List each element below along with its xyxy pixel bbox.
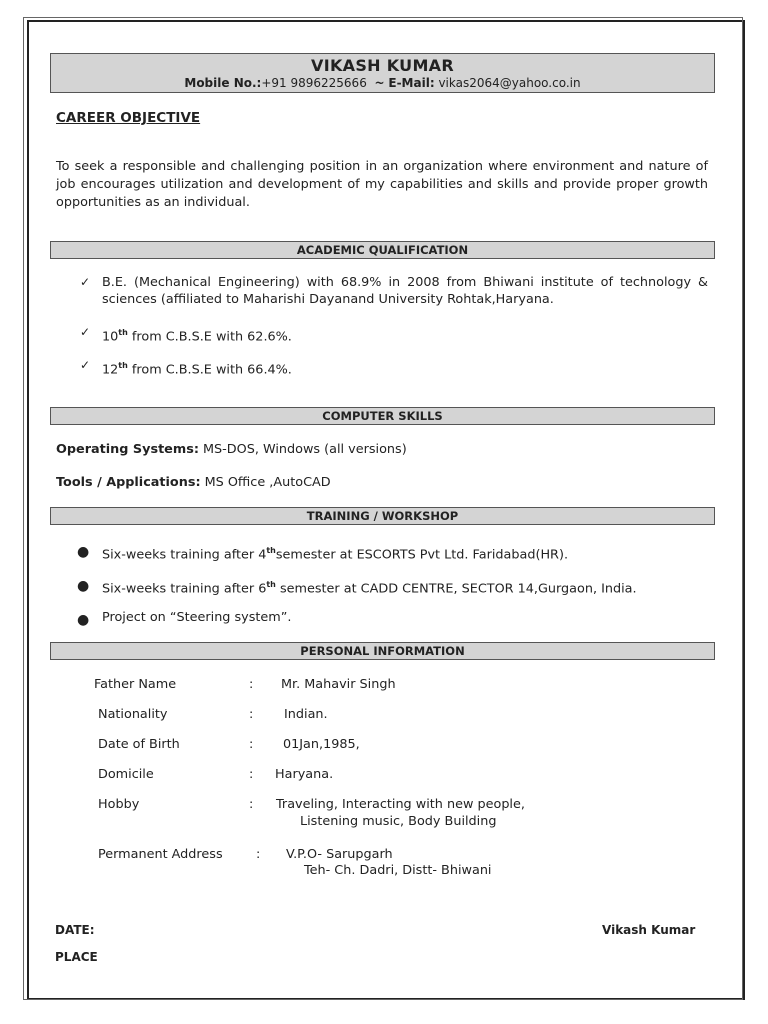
training-escorts-suffix: th bbox=[266, 546, 276, 555]
mobile-value: +91 9896225666 bbox=[261, 76, 367, 90]
bullet-icon: ● bbox=[77, 612, 90, 628]
father-name-colon: : bbox=[249, 677, 254, 692]
candidate-name: VIKASH KUMAR bbox=[311, 56, 454, 75]
training-section-title: TRAINING / WORKSHOP bbox=[50, 507, 715, 525]
address-label: Permanent Address bbox=[98, 847, 223, 862]
domicile-label: Domicile bbox=[98, 767, 154, 782]
hobby-value-line2: Listening music, Body Building bbox=[300, 814, 497, 829]
contact-line bbox=[51, 76, 714, 90]
address-value-line2: Teh- Ch. Dadri, Distt- Bhiwani bbox=[304, 863, 492, 878]
career-objective-text: To seek a responsible and challenging position in an organization where environment and nature of job encourages utilization and development of my capabilities and skills and provide proper growth opportunities as an individual. bbox=[56, 159, 708, 210]
operating-systems-line bbox=[56, 441, 407, 458]
date-label: DATE: bbox=[55, 923, 95, 937]
academic-10th-text: from C.B.S.E with 62.6%. bbox=[127, 329, 292, 345]
personal-info-section-title: PERSONAL INFORMATION bbox=[50, 642, 715, 660]
computer-skills-section-title: COMPUTER SKILLS bbox=[50, 407, 715, 425]
tools-line bbox=[56, 474, 331, 491]
academic-12th-suffix: th bbox=[118, 361, 128, 370]
training-item-cadd bbox=[102, 576, 637, 597]
academic-12th-number: 12 bbox=[102, 362, 119, 378]
training-escorts-text: Six-weeks training after 4 bbox=[102, 547, 267, 563]
bullet-icon: ● bbox=[77, 578, 90, 594]
training-cadd-rest: semester at CADD CENTRE, SECTOR 14,Gurgaon, India. bbox=[275, 581, 637, 597]
email-value: vikas2064@yahoo.co.in bbox=[438, 76, 581, 90]
academic-10th-suffix: th bbox=[118, 328, 128, 337]
career-objective-title: CAREER OBJECTIVE bbox=[56, 110, 201, 126]
training-cadd-text: Six-weeks training after 6 bbox=[102, 581, 267, 597]
nationality-value: Indian. bbox=[284, 707, 328, 722]
training-escorts-rest: semester at ESCORTS Pvt Ltd. Faridabad(HR). bbox=[275, 547, 569, 563]
signature-name: Vikash Kumar bbox=[602, 923, 696, 937]
domicile-colon: : bbox=[249, 767, 254, 782]
check-icon: ✓ bbox=[80, 325, 91, 339]
training-item-escorts bbox=[102, 542, 568, 563]
check-icon: ✓ bbox=[80, 275, 91, 289]
dob-label: Date of Birth bbox=[98, 737, 180, 752]
mobile-label: Mobile No.: bbox=[184, 76, 262, 90]
hobby-label: Hobby bbox=[98, 797, 140, 812]
academic-10th-number: 10 bbox=[102, 329, 119, 345]
academic-item-12th bbox=[102, 357, 292, 378]
father-name-label: Father Name bbox=[94, 677, 177, 692]
hobby-colon: : bbox=[249, 797, 254, 812]
email-label: E-Mail: bbox=[388, 76, 435, 90]
check-icon: ✓ bbox=[80, 358, 91, 372]
training-cadd-suffix: th bbox=[266, 580, 276, 589]
domicile-value: Haryana. bbox=[275, 767, 334, 782]
dob-value: 01Jan,1985, bbox=[283, 737, 360, 752]
training-item-project: Project on “Steering system”. bbox=[102, 610, 292, 625]
father-name-value: Mr. Mahavir Singh bbox=[281, 677, 396, 692]
nationality-colon: : bbox=[249, 707, 254, 722]
tools-label: Tools / Applications: bbox=[56, 475, 201, 490]
address-colon: : bbox=[256, 847, 261, 862]
os-label: Operating Systems: bbox=[56, 442, 199, 457]
nationality-label: Nationality bbox=[98, 707, 168, 722]
os-value: MS-DOS, Windows (all versions) bbox=[198, 442, 407, 457]
contact-separator: ~ bbox=[374, 76, 385, 90]
resume-header bbox=[50, 53, 715, 93]
dob-colon: : bbox=[249, 737, 254, 752]
tools-value: MS Office ,AutoCAD bbox=[200, 475, 331, 490]
place-label: PLACE bbox=[55, 950, 98, 964]
academic-item-be: B.E. (Mechanical Engineering) with 68.9% in 2008 from Bhiwani institute of technology & sciences (affiliated to Maharishi Dayanand University Rohtak,Haryana. bbox=[102, 275, 708, 307]
academic-section-title: ACADEMIC QUALIFICATION bbox=[50, 241, 715, 259]
hobby-value-line1: Traveling, Interacting with new people, bbox=[276, 797, 525, 812]
address-value-line1: V.P.O- Sarupgarh bbox=[286, 847, 393, 862]
academic-item-10th bbox=[102, 324, 292, 345]
bullet-icon: ● bbox=[77, 544, 90, 560]
academic-12th-text: from C.B.S.E with 66.4%. bbox=[127, 362, 292, 378]
